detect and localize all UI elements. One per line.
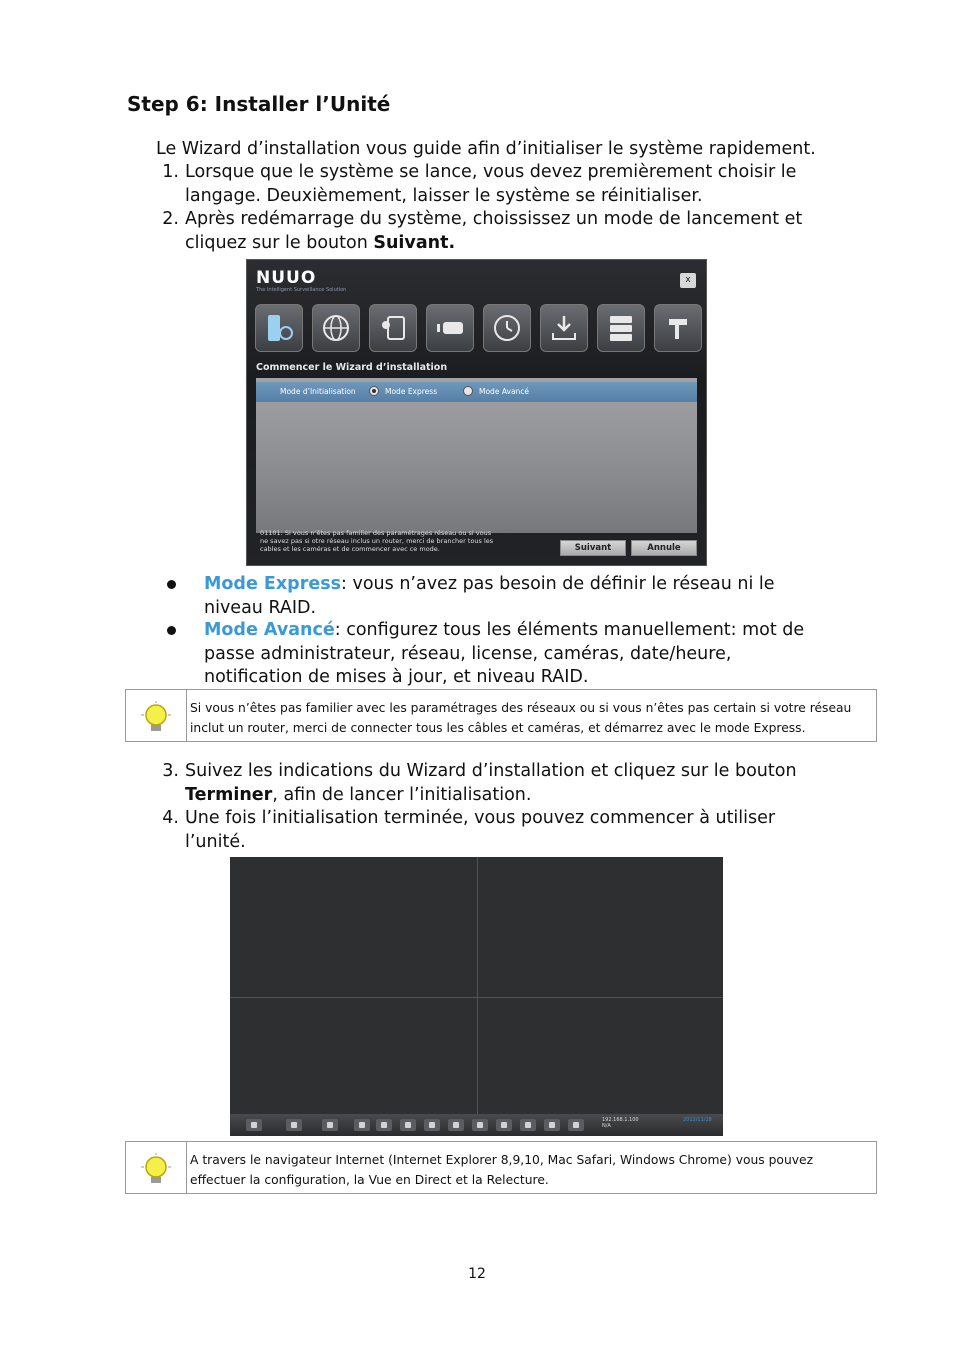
layout-9-icon[interactable]	[376, 1119, 392, 1131]
record-icon[interactable]	[568, 1119, 584, 1131]
tip-icon-cell	[126, 690, 187, 741]
wizard-title: Commencer le Wizard d’installation	[256, 362, 448, 373]
tip-box	[125, 1141, 877, 1194]
page-number: 12	[468, 1266, 486, 1282]
advanced-option-label: Mode Avancé	[479, 387, 530, 396]
tip-text: Si vous n’êtes pas familier avec les paramétrages des réseaux ou si vous n’êtes pas certain si votre réseau inclut un router, merci de connecter tous les câbles et caméras, et démarrez avec le mode Express.	[190, 701, 852, 735]
grid-divider	[230, 997, 723, 998]
page-title: Step 6: Installer l’Unité	[127, 92, 391, 116]
audio-icon[interactable]	[544, 1119, 560, 1131]
tools-icon[interactable]	[654, 304, 702, 352]
grid-divider	[477, 857, 478, 1114]
liveview-toolbar	[230, 1114, 723, 1136]
lightbulb-icon	[139, 1153, 173, 1187]
camera-icon[interactable]	[426, 304, 474, 352]
step-1: 1. Lorsque que le système se lance, vous devez premièrement choisir le langage. Deuxièmement, laisser le système se réinitialiser.	[162, 162, 797, 206]
download-icon[interactable]	[540, 304, 588, 352]
logo-tagline: The Intelligent Surveillance Solution	[256, 287, 347, 293]
bullet-express: Mode Express: vous n’avez pas besoin de définir le réseau ni le niveau RAID.	[204, 574, 775, 618]
settings-icon[interactable]	[520, 1119, 536, 1131]
mode-label: Mode d’Initialisation	[280, 387, 356, 396]
license-icon[interactable]	[369, 304, 417, 352]
express-radio[interactable]	[369, 386, 379, 396]
move-icon[interactable]	[496, 1119, 512, 1131]
globe-icon[interactable]	[312, 304, 360, 352]
layout-1-icon[interactable]	[322, 1119, 338, 1131]
close-button[interactable]: x	[680, 273, 696, 288]
wizard-note: 01101: Si vous n’êtes pas familier des paramétrages réseau ou si vous ne savez pas si otre réseau inclus un router, merci de brancher tous les cables et les caméras et de commencer avec ce mode.	[260, 529, 494, 553]
liveview-screenshot	[230, 857, 723, 1136]
step-4: 4. Une fois l’initialisation terminée, vous pouvez commencer à utiliser l’unité.	[162, 808, 776, 852]
bullet-dot	[167, 580, 176, 589]
advanced-radio[interactable]	[463, 386, 473, 396]
mode-row	[256, 382, 697, 402]
playback-icon[interactable]	[286, 1119, 302, 1131]
lightbulb-icon	[139, 701, 173, 735]
setup-icon[interactable]	[255, 304, 303, 352]
express-option-label: Mode Express	[385, 387, 438, 396]
bullet-dot	[167, 626, 176, 635]
tip-box	[125, 689, 877, 742]
storage-icon[interactable]	[597, 304, 645, 352]
step-3: 3. Suivez les indications du Wizard d’installation et cliquez sur le bouton Terminer, afin de lancer l’initialisation.	[162, 761, 797, 805]
next-button-reference: Suivant.	[373, 232, 456, 253]
connection-info: 192.168.1.100 N/A	[602, 1117, 639, 1129]
rotate-icon[interactable]	[400, 1119, 416, 1131]
finish-button-reference: Terminer	[185, 784, 273, 805]
snapshot-icon[interactable]	[448, 1119, 464, 1131]
clock-icon[interactable]	[483, 304, 531, 352]
tip-icon-cell	[126, 1142, 187, 1193]
layout-4-icon[interactable]	[354, 1119, 370, 1131]
cancel-button[interactable]: Annule	[631, 540, 697, 556]
step-2: 2. Après redémarrage du système, choississez un mode de lancement et cliquez sur le bouton Suivant.	[162, 209, 803, 253]
wizard-screenshot	[246, 259, 707, 566]
tip-text: A travers le navigateur Internet (Internet Explorer 8,9,10, Mac Safari, Windows Chrome) vous pouvez effectuer la configuration, la Vue en Direct et la Relecture.	[190, 1153, 814, 1187]
bullet-advanced: Mode Avancé: configurez tous les éléments manuellement: mot de passe administrateur, réseau, license, caméras, date/heure, notification de mises à jour, et niveau RAID.	[204, 620, 805, 687]
sequence-icon[interactable]	[424, 1119, 440, 1131]
menu-icon[interactable]	[246, 1119, 262, 1131]
ptz-icon[interactable]	[472, 1119, 488, 1131]
nuuo-logo: NUUO	[256, 268, 317, 288]
intro-text: Le Wizard d’installation vous guide afin d’initialiser le système rapidement.	[156, 139, 816, 159]
next-button[interactable]: Suivant	[560, 540, 626, 556]
wizard-panel	[256, 378, 697, 533]
date-readout: 2012/11/28	[683, 1117, 712, 1123]
